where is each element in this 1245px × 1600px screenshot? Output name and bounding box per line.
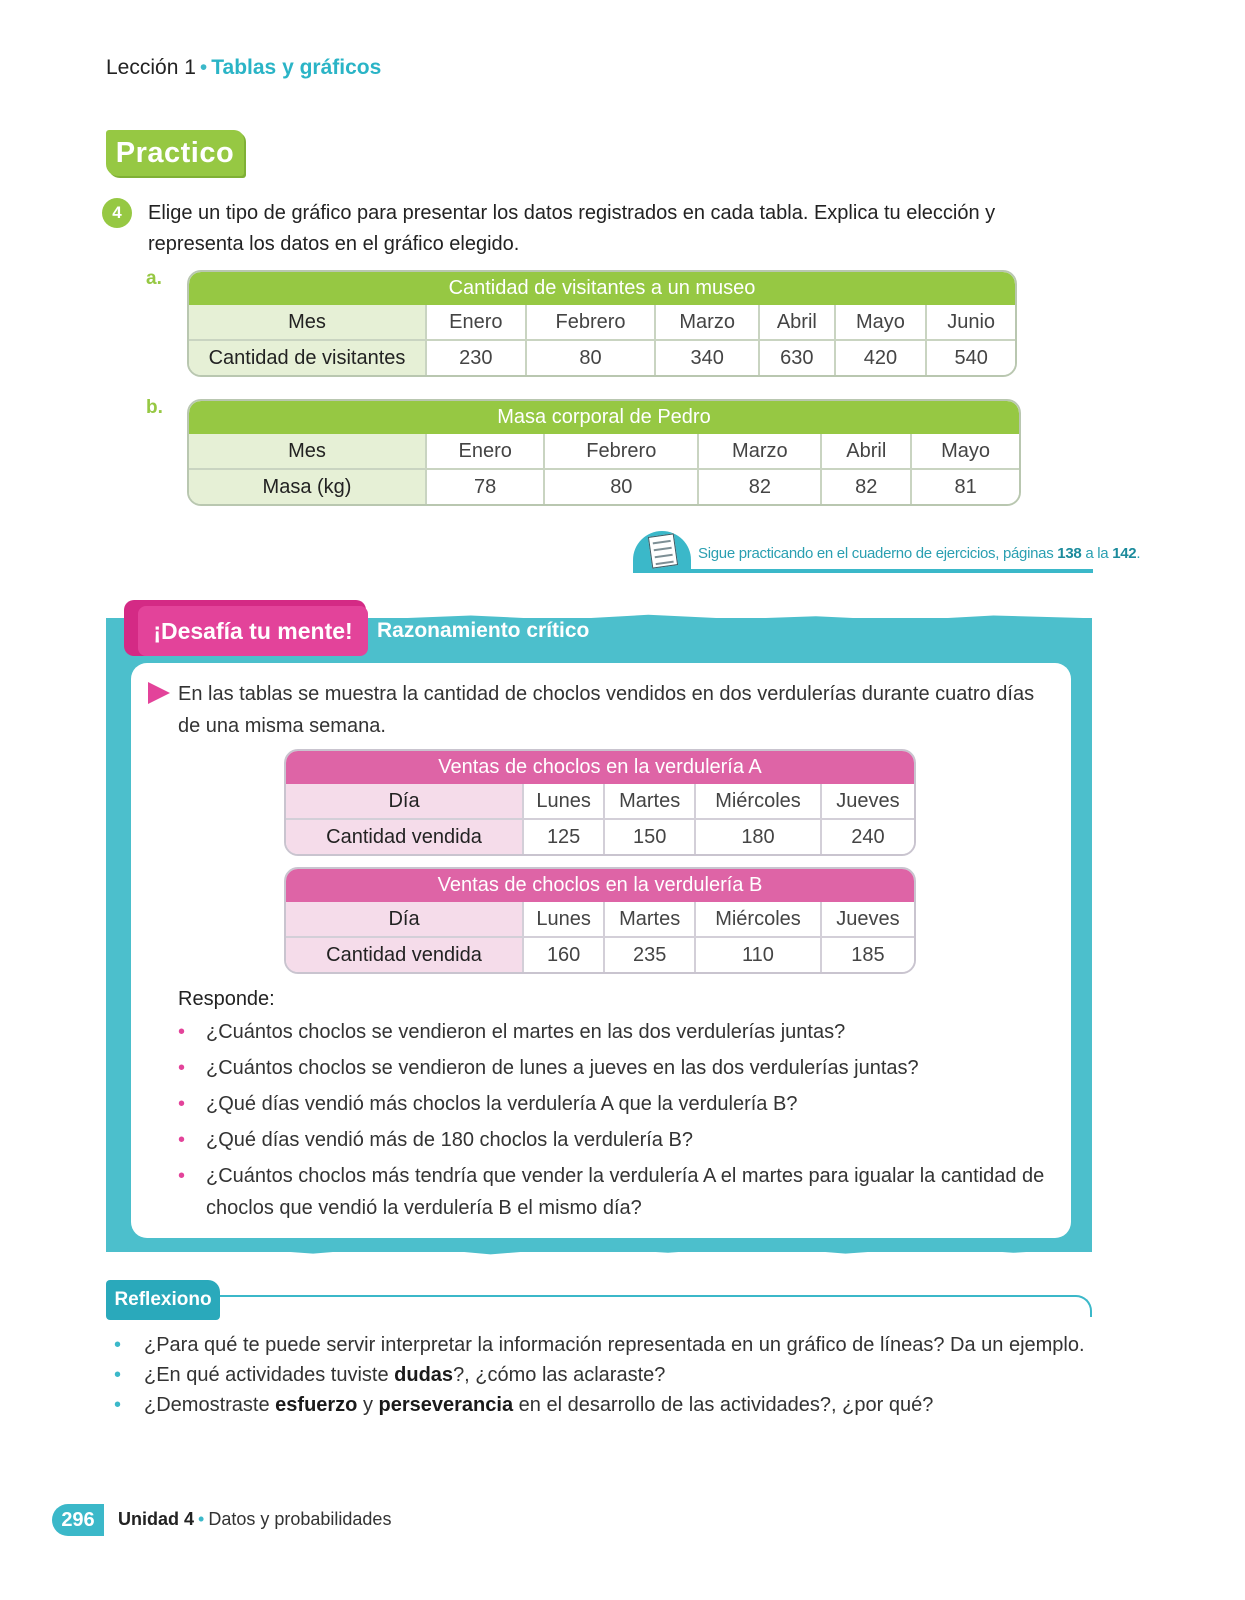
- row-label-quantity: Cantidad vendida: [286, 820, 522, 854]
- question-text: ¿Cuántos choclos se vendieron el martes en las dos verdulerías juntas?: [206, 1021, 846, 1043]
- question-text: ¿Cuántos choclos más tendría que vender la verdulería A el martes para igualar la cantidad de choclos que vendió la verdulería B el mismo día?: [206, 1165, 1045, 1219]
- table-cell: 81: [910, 470, 1019, 504]
- list-item: [114, 1390, 1114, 1420]
- table-cell: 78: [425, 470, 543, 504]
- table-cell: Miércoles: [694, 902, 820, 938]
- workbook-reference-end: .: [1136, 545, 1141, 562]
- list-item: [178, 1160, 1048, 1224]
- reflection-bold: dudas: [394, 1364, 454, 1386]
- table-cell: 160: [522, 938, 603, 972]
- reflexiono-questions: [114, 1330, 1114, 1420]
- list-item: [114, 1360, 1114, 1390]
- table-cell: 110: [694, 938, 820, 972]
- list-item: [114, 1330, 1114, 1360]
- reflection-text: ¿Demostraste: [144, 1394, 270, 1416]
- reflexiono-badge: Reflexiono: [106, 1280, 220, 1320]
- bullet-icon: •: [114, 1394, 122, 1416]
- table-cell: 82: [697, 470, 820, 504]
- lesson-header: [106, 56, 381, 80]
- table-cell: 540: [925, 341, 1015, 375]
- table-cell: Febrero: [543, 434, 697, 470]
- table-cell: Abril: [820, 434, 910, 470]
- workbook-reference: [698, 545, 1140, 562]
- bullet-icon: •: [114, 1364, 122, 1386]
- reflection-text: en el desarrollo de las actividades?, ¿por qué?: [518, 1394, 934, 1416]
- visitors-table-title: Cantidad de visitantes a un museo: [189, 272, 1015, 305]
- table-cell: 235: [603, 938, 694, 972]
- row-label-quantity: Cantidad vendida: [286, 938, 522, 972]
- page-number: 296: [52, 1504, 104, 1536]
- table-cell: 185: [820, 938, 914, 972]
- workbook-reference-text: Sigue practicando en el cuaderno de ejercicios, páginas: [698, 545, 1054, 562]
- challenge-tab: ¡Desafía tu mente!: [138, 606, 368, 656]
- item-letter-a: a.: [146, 268, 162, 289]
- row-label-visitors: Cantidad de visitantes: [189, 341, 425, 375]
- challenge-questions: [178, 1016, 1048, 1228]
- separator-dot: •: [198, 1509, 205, 1529]
- question-number-badge: 4: [102, 198, 132, 228]
- list-item: [178, 1088, 1048, 1120]
- table-cell: Enero: [425, 434, 543, 470]
- table-cell: Miércoles: [694, 784, 820, 820]
- list-item: [178, 1016, 1048, 1048]
- table-cell: 630: [758, 341, 834, 375]
- bullet-icon: •: [178, 1057, 186, 1079]
- responde-label: Responde:: [178, 988, 275, 1010]
- table-cell: 180: [694, 820, 820, 854]
- footer-unit-label: Unidad 4: [118, 1509, 195, 1529]
- row-label-month: Mes: [189, 434, 425, 470]
- bullet-icon: •: [114, 1334, 122, 1356]
- table-cell: Mayo: [834, 305, 926, 341]
- practico-banner: Practico: [106, 130, 244, 176]
- workbook-page-from: 138: [1057, 545, 1082, 562]
- workbook-reference-mid: a la: [1085, 545, 1109, 562]
- table-cell: 420: [834, 341, 926, 375]
- reflection-text: y: [362, 1394, 373, 1416]
- list-item: [178, 1052, 1048, 1084]
- reflection-bold: esfuerzo: [275, 1394, 358, 1416]
- question-text: ¿Qué días vendió más de 180 choclos la verdulería B?: [206, 1129, 693, 1151]
- table-cell: 240: [820, 820, 914, 854]
- row-label-month: Mes: [189, 305, 425, 341]
- reflection-text: ¿En qué actividades tuviste: [144, 1364, 389, 1386]
- sales-table-a: [284, 749, 916, 856]
- reflexiono-line: [200, 1295, 1092, 1317]
- reflection-bold: perseverancia: [378, 1394, 514, 1416]
- table-cell: 150: [603, 820, 694, 854]
- reflection-text: ¿Para qué te puede servir interpretar la información representada en un gráfico de líneas? Da un ejemplo.: [144, 1334, 1085, 1356]
- row-label-day: Día: [286, 784, 522, 820]
- bullet-icon: •: [178, 1165, 186, 1187]
- table-cell: 125: [522, 820, 603, 854]
- table-cell: 82: [820, 470, 910, 504]
- sales-table-b-title: Ventas de choclos en la verdulería B: [286, 869, 914, 902]
- table-cell: 340: [654, 341, 758, 375]
- play-arrow-icon: [148, 682, 170, 704]
- footer-topic: Datos y probabilidades: [208, 1509, 392, 1529]
- lesson-topic: Tablas y gráficos: [211, 56, 382, 79]
- sales-table-a-title: Ventas de choclos en la verdulería A: [286, 751, 914, 784]
- bullet-icon: •: [178, 1021, 186, 1043]
- body-mass-table-title: Masa corporal de Pedro: [189, 401, 1019, 434]
- divider: [633, 569, 1093, 573]
- table-cell: Febrero: [525, 305, 655, 341]
- workbook-page-to: 142: [1112, 545, 1137, 562]
- table-cell: Marzo: [654, 305, 758, 341]
- visitors-table: [187, 270, 1017, 377]
- footer-unit: [118, 1509, 391, 1530]
- table-cell: Enero: [425, 305, 525, 341]
- table-cell: 80: [525, 341, 655, 375]
- table-cell: Lunes: [522, 902, 603, 938]
- table-cell: 80: [543, 470, 697, 504]
- table-cell: Martes: [603, 902, 694, 938]
- bullet-icon: •: [178, 1129, 186, 1151]
- table-cell: Jueves: [820, 902, 914, 938]
- bullet-icon: •: [178, 1093, 186, 1115]
- table-cell: Mayo: [910, 434, 1019, 470]
- notebook-icon: [633, 531, 691, 571]
- table-cell: Marzo: [697, 434, 820, 470]
- challenge-subtitle: Razonamiento crítico: [377, 619, 590, 642]
- reflection-text: ?, ¿cómo las aclaraste?: [453, 1364, 666, 1386]
- item-letter-b: b.: [146, 397, 163, 418]
- list-item: [178, 1124, 1048, 1156]
- row-label-mass: Masa (kg): [189, 470, 425, 504]
- challenge-intro: En las tablas se muestra la cantidad de choclos vendidos en dos verdulerías durante cuatro días de una misma semana.: [178, 683, 1035, 737]
- lesson-number: Lección 1: [106, 56, 196, 79]
- table-cell: Junio: [925, 305, 1015, 341]
- body-mass-table: [187, 399, 1021, 506]
- separator-dot: •: [199, 56, 208, 79]
- question-text: Elige un tipo de gráfico para presentar los datos registrados en cada tabla. Explica tu elección y representa los datos en el gráfico elegido.: [148, 202, 996, 255]
- table-cell: Jueves: [820, 784, 914, 820]
- question-text: ¿Qué días vendió más choclos la verdulería A que la verdulería B?: [206, 1093, 798, 1115]
- table-cell: Lunes: [522, 784, 603, 820]
- table-cell: Abril: [758, 305, 834, 341]
- question-text: ¿Cuántos choclos se vendieron de lunes a jueves en las dos verdulerías juntas?: [206, 1057, 919, 1079]
- table-cell: Martes: [603, 784, 694, 820]
- sales-table-b: [284, 867, 916, 974]
- table-cell: 230: [425, 341, 525, 375]
- row-label-day: Día: [286, 902, 522, 938]
